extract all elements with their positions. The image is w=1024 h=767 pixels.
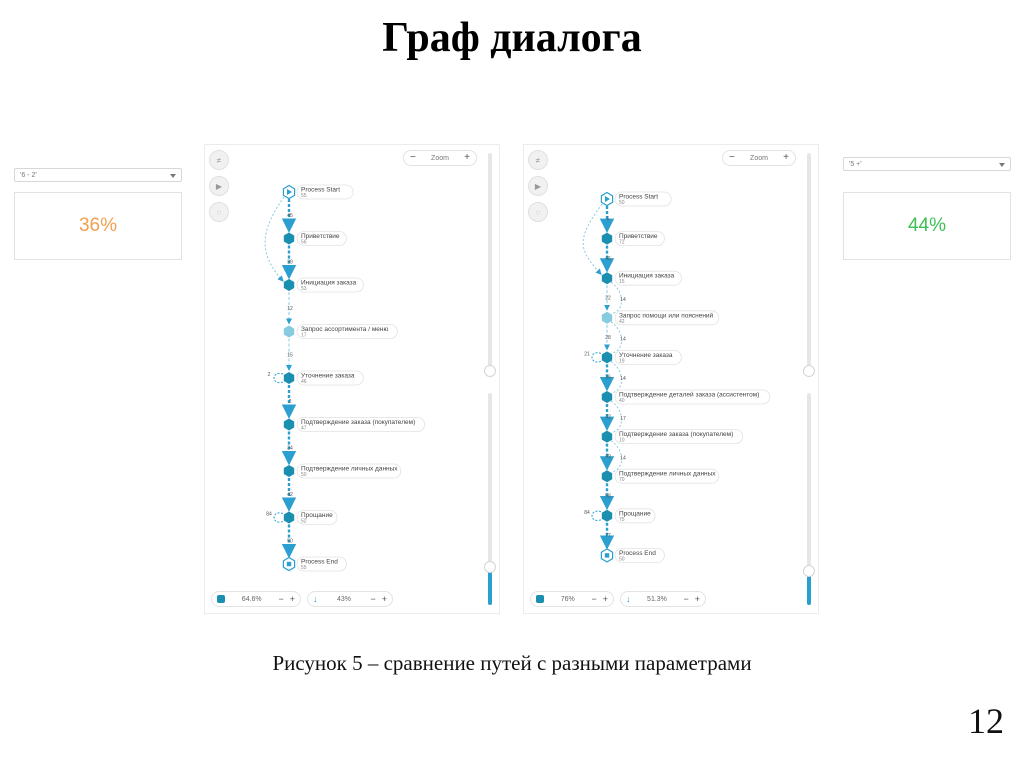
- node-count: 56: [301, 239, 307, 246]
- zoom-in-button[interactable]: +: [464, 152, 470, 163]
- activity-node-icon: [602, 391, 612, 403]
- activities-value: 64.6%: [241, 595, 262, 603]
- edge-label: 15: [287, 352, 293, 359]
- node-label: Запрос помощи или пояснений: [619, 312, 714, 320]
- play-icon[interactable]: ▶: [209, 176, 229, 196]
- node-label: Прощание: [301, 512, 333, 519]
- zoom-out-button[interactable]: −: [410, 152, 416, 163]
- edge-label: 28: [605, 335, 611, 342]
- node-count: 47: [301, 425, 307, 432]
- minus-button[interactable]: −: [278, 594, 284, 604]
- diff-icon[interactable]: ≠: [528, 150, 548, 170]
- node-count: 55: [301, 193, 307, 199]
- plus-button[interactable]: +: [381, 594, 387, 604]
- activities-control[interactable]: [530, 591, 614, 607]
- filter-select-right[interactable]: [843, 157, 1011, 171]
- node-count: 17: [301, 332, 307, 339]
- arrow-down-icon: ↓: [626, 594, 631, 604]
- plus-button[interactable]: +: [289, 594, 295, 604]
- paths-value: 51.3%: [647, 595, 667, 603]
- edge-label: 12: [287, 305, 293, 312]
- node-count: 46: [301, 379, 307, 385]
- paths-control[interactable]: [620, 591, 706, 607]
- node-count: 72: [619, 239, 625, 246]
- activity-node-icon: [284, 419, 294, 431]
- play-icon[interactable]: ▶: [528, 176, 548, 196]
- node-label: Process Start: [301, 186, 341, 194]
- activity-node-icon: [602, 233, 612, 245]
- edge-label: 22: [605, 295, 611, 302]
- node-label: Приветствие: [301, 233, 340, 240]
- node-count: 10: [619, 437, 625, 444]
- node-count: 52: [301, 518, 307, 525]
- minus-button[interactable]: −: [683, 594, 689, 604]
- zoom-out-button[interactable]: −: [729, 152, 735, 163]
- eye-off-icon[interactable]: ◌: [209, 202, 229, 222]
- process-graph-panel-left: [204, 144, 500, 614]
- process-graph-panel-right: [523, 144, 819, 614]
- node-label: Подтверждение личных данных: [619, 470, 716, 478]
- node-count: 50: [619, 556, 625, 563]
- page-number: 12: [968, 701, 1004, 741]
- node-count: 50: [301, 472, 307, 478]
- diff-icon[interactable]: ≠: [209, 150, 229, 170]
- process-graph: [524, 145, 820, 615]
- activity-node-icon: [602, 470, 612, 482]
- node-count: 19: [619, 358, 625, 365]
- edge-label: 14: [620, 376, 626, 383]
- edge-label: 39: [287, 259, 293, 266]
- node-count: 75: [619, 516, 625, 523]
- edge-label: 45: [287, 212, 293, 219]
- node-count: 15: [619, 279, 625, 286]
- filter-select-right-value: '5 +': [849, 161, 862, 168]
- activity-node-icon: [284, 372, 294, 384]
- node-label: Подтверждение заказа (покупателем): [301, 419, 416, 426]
- node-label: Подтверждение личных данных: [301, 465, 398, 473]
- plus-button[interactable]: +: [602, 594, 608, 604]
- plus-button[interactable]: +: [694, 594, 700, 604]
- self-loop-edge: [592, 353, 601, 362]
- node-count: 50: [619, 200, 625, 206]
- zoom-label: Zoom: [431, 154, 449, 162]
- node-count: 40: [619, 398, 625, 404]
- edge-label: 36: [605, 374, 611, 381]
- activity-node-icon: [602, 312, 612, 324]
- activity-hexagon-icon: [536, 595, 544, 603]
- node-count: 42: [619, 318, 625, 325]
- edge-label: 34: [287, 445, 293, 452]
- zoom-label: Zoom: [750, 154, 768, 162]
- edge-label: 5: [606, 216, 610, 223]
- stop-icon: [605, 553, 609, 557]
- activities-value: 76%: [560, 595, 575, 603]
- activity-node-icon: [602, 272, 612, 284]
- self-loop-edge: [274, 373, 283, 382]
- edge-label: 77: [605, 533, 611, 540]
- stop-icon: [287, 562, 291, 566]
- paths-control[interactable]: [307, 591, 393, 607]
- node-label: Подтверждение деталей заказа (ассистентом): [619, 391, 760, 399]
- node-label: Уточнение заказа: [301, 372, 355, 380]
- edge-label: 2: [288, 398, 292, 405]
- node-label: Приветствие: [619, 233, 658, 241]
- activity-node-icon: [284, 465, 294, 477]
- node-count: 55: [301, 565, 307, 571]
- activity-node-icon: [602, 431, 612, 443]
- figure-caption: Рисунок 5 – сравнение путей с разными параметрами: [272, 651, 752, 675]
- chevron-down-icon: [999, 163, 1005, 167]
- slide-title: Граф диалога: [382, 15, 642, 61]
- edge-label: 14: [620, 297, 626, 303]
- filter-select-left-value: '6 - 2': [20, 172, 37, 179]
- node-label: Process End: [619, 549, 656, 557]
- edge-label: 58: [605, 493, 611, 500]
- filter-select-left[interactable]: [14, 168, 182, 182]
- edge-label: 84: [266, 511, 272, 518]
- node-label: Process Start: [619, 193, 659, 201]
- activity-node-icon: [284, 279, 294, 291]
- activity-node-icon: [284, 233, 294, 245]
- activity-hexagon-icon: [217, 595, 225, 603]
- edge-label: 42: [287, 491, 293, 498]
- node-label: Инициация заказа: [301, 279, 357, 287]
- node-label: Process End: [301, 558, 338, 566]
- activity-node-icon: [602, 510, 612, 522]
- minus-button[interactable]: −: [370, 594, 376, 604]
- arrow-down-icon: ↓: [313, 594, 318, 604]
- node-label: Запрос ассортимента / меню: [301, 326, 389, 333]
- node-label: Уточнение заказа: [619, 351, 673, 359]
- minus-button[interactable]: −: [591, 594, 597, 604]
- edge-label: 14: [620, 336, 626, 343]
- node-label: Инициация заказа: [619, 272, 675, 280]
- self-loop-edge: [274, 513, 283, 522]
- activity-node-icon: [284, 326, 294, 338]
- activity-node-icon: [284, 512, 294, 524]
- edge-label: 21: [584, 351, 590, 358]
- activities-control[interactable]: [211, 591, 301, 607]
- node-label: Подтверждение заказа (покупателем): [619, 431, 734, 439]
- edge-label: 2: [267, 372, 271, 378]
- zoom-in-button[interactable]: +: [783, 152, 789, 163]
- node-label: Прощание: [619, 510, 651, 518]
- paths-value: 43%: [336, 595, 351, 603]
- kpi-card-left: [14, 192, 182, 260]
- edge-label: 46: [605, 255, 611, 262]
- edge-label: 50: [287, 538, 293, 545]
- kpi-value-right: 44%: [907, 215, 947, 236]
- node-count: 53: [301, 286, 307, 292]
- kpi-value-left: 36%: [78, 215, 118, 236]
- graph-edge: [583, 204, 602, 274]
- self-loop-edge: [592, 511, 601, 520]
- graph-edge: [265, 197, 284, 281]
- node-count: 70: [619, 477, 625, 484]
- kpi-card-right: [843, 192, 1011, 260]
- eye-off-icon[interactable]: ◌: [528, 202, 548, 222]
- process-graph: [205, 145, 501, 615]
- edge-label: 84: [584, 509, 590, 516]
- edge-label: 49: [605, 453, 611, 460]
- edge-label: 17: [620, 415, 626, 422]
- chevron-down-icon: [170, 174, 176, 178]
- edge-label: 42: [605, 414, 611, 421]
- edge-label: 14: [620, 455, 626, 462]
- activity-node-icon: [602, 351, 612, 363]
